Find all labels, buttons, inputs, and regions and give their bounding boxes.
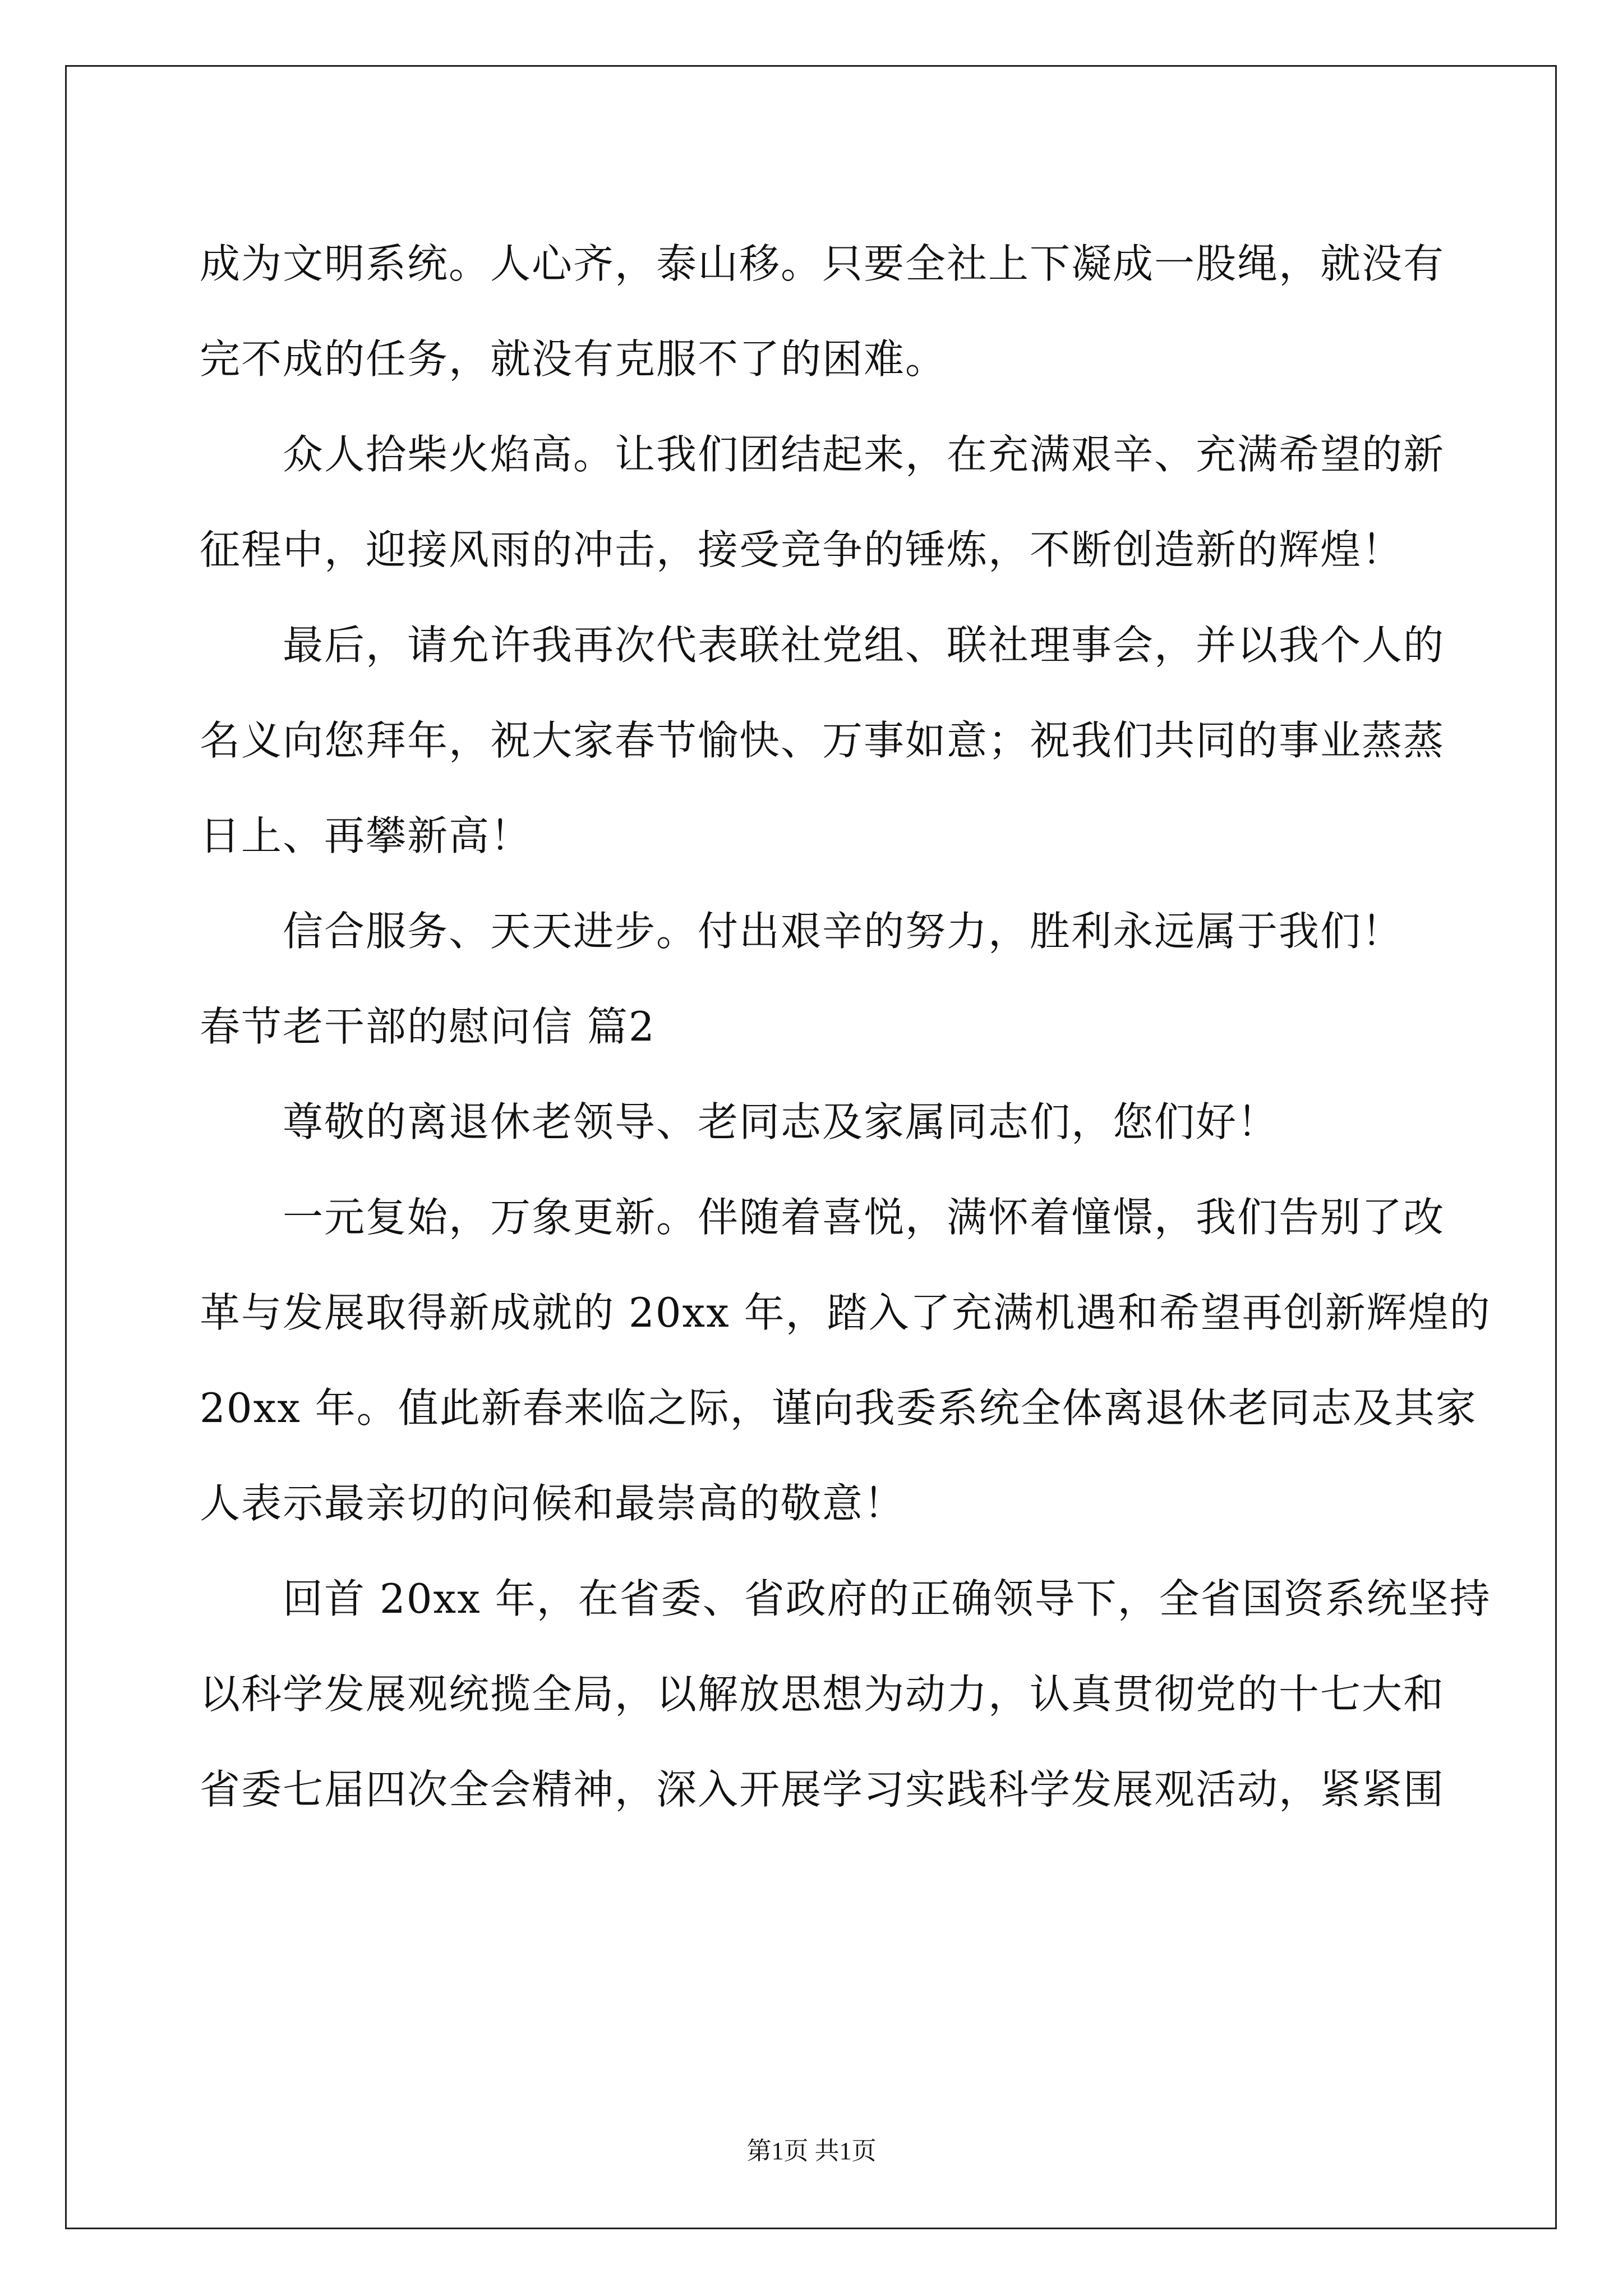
text-line: 革与发展取得新成就的 20xx 年，踏入了充满机遇和希望再创新辉煌的 xyxy=(200,1289,1491,1336)
text-line: 省委七届四次全会精神，深入开展学习实践科学发展观活动，紧紧围 xyxy=(200,1766,1445,1813)
text-line: 以科学发展观统揽全局，以解放思想为动力，认真贯彻党的十七大和 xyxy=(200,1671,1445,1718)
paragraph-first-line: 回首 20xx 年，在省委、省政府的正确领导下，全省国资系统坚持 xyxy=(283,1575,1491,1622)
section-heading: 春节老干部的慰问信 篇2 xyxy=(200,1003,656,1050)
salutation: 尊敬的离退休老领导、老同志及家属同志们，您们好！ xyxy=(283,1098,1279,1145)
text-line: 成为文明系统。人心齐，泰山移。只要全社上下凝成一股绳，就没有 xyxy=(200,240,1445,287)
text-line: 日上、再攀新高！ xyxy=(200,812,532,859)
document-body xyxy=(200,216,1491,1837)
text-line: 征程中，迎接风雨的冲击，接受竞争的锤炼，不断创造新的辉煌！ xyxy=(200,526,1404,573)
paragraph-first-line: 最后，请允许我再次代表联社党组、联社理事会，并以我个人的 xyxy=(283,622,1445,669)
text-line: 20xx 年。值此新春来临之际，谨向我委系统全体离退休老同志及其家 xyxy=(200,1384,1477,1432)
text-line: 名义向您拜年，祝大家春节愉快、万事如意；祝我们共同的事业蒸蒸 xyxy=(200,717,1445,764)
paragraph-first-line: 信合服务、天天进步。付出艰辛的努力，胜利永远属于我们！ xyxy=(283,908,1404,955)
paragraph-first-line: 众人拾柴火焰高。让我们团结起来，在充满艰辛、充满希望的新 xyxy=(283,431,1445,478)
text-line: 完不成的任务，就没有克服不了的困难。 xyxy=(200,335,947,383)
page-footer: 第1页 共1页 xyxy=(746,2137,877,2165)
text-line: 人表示最亲切的问候和最崇高的敬意！ xyxy=(200,1480,906,1527)
paragraph-first-line: 一元复始，万象更新。伴随着喜悦，满怀着憧憬，我们告别了改 xyxy=(283,1194,1445,1241)
